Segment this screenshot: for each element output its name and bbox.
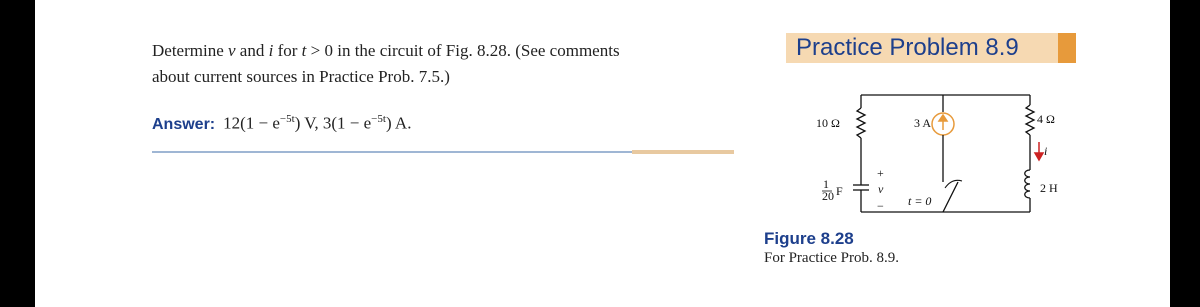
resistor-4-ohm xyxy=(1026,105,1034,135)
label-4-ohm: 4 Ω xyxy=(1037,112,1055,126)
current-var: i xyxy=(1044,144,1048,158)
inductor-current-arrow xyxy=(1035,142,1043,160)
figure-title: Figure 8.28 xyxy=(764,229,854,248)
voltage-plus: + xyxy=(877,166,884,180)
resistor-10-ohm xyxy=(857,108,865,138)
switch-blade xyxy=(943,182,958,212)
switch-arrow xyxy=(945,180,962,188)
switch-label: t = 0 xyxy=(908,194,932,208)
figure-caption: For Practice Prob. 8.9. xyxy=(764,250,899,266)
answer-line: Answer: $12(1 - e^{-5t})$ V, $3(1 - e^{-5t})$ A. xyxy=(152,113,412,133)
voltage-minus: − xyxy=(877,199,884,213)
problem-statement: Determine v and i for t > 0 in the circuit of Fig. 8.28. (See comments about current sources in Practice Prob. 7.5.) xyxy=(152,41,620,86)
cap-frac-den: 20 xyxy=(822,189,834,203)
practice-problem-title: Practice Problem 8.9 xyxy=(796,34,1019,61)
label-10-ohm: 10 Ω xyxy=(816,116,840,130)
answer-label: Answer: xyxy=(152,115,216,133)
label-3a: 3 A xyxy=(914,116,932,130)
voltage-var: v xyxy=(878,182,884,196)
cap-unit: F xyxy=(836,184,843,198)
cap-frac-num: 1 xyxy=(823,177,829,191)
current-arrow xyxy=(939,115,947,130)
label-2h: 2 H xyxy=(1040,181,1058,195)
inductor-2h xyxy=(1025,170,1030,198)
